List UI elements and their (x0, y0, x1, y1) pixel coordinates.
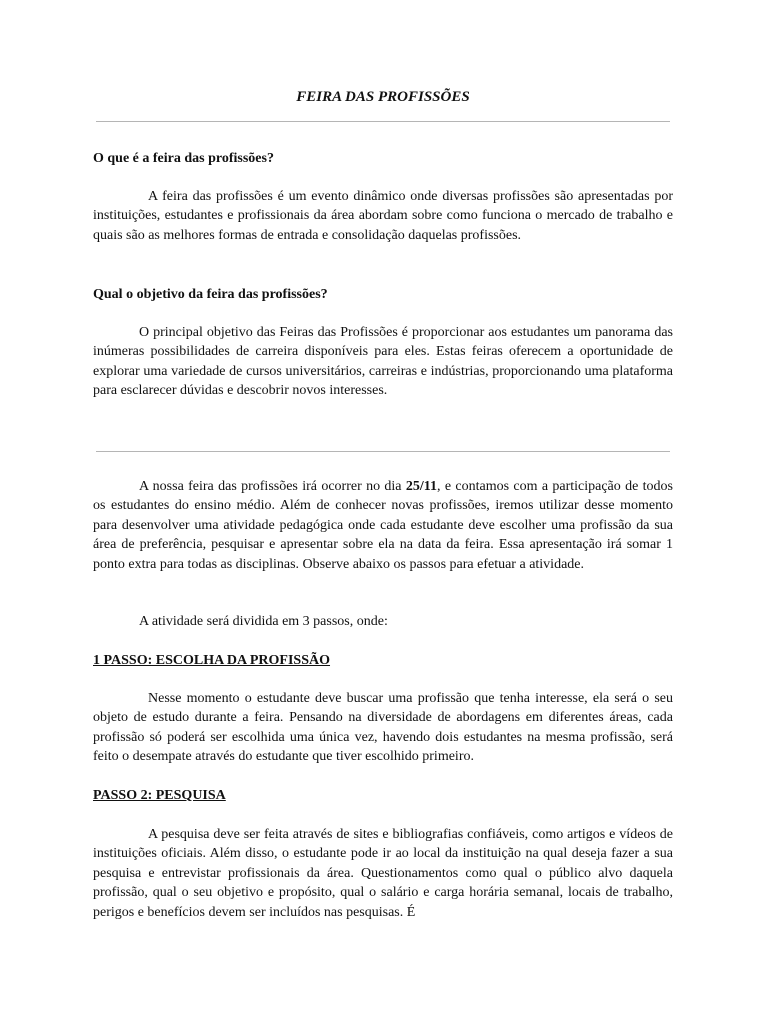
horizontal-divider (96, 451, 670, 452)
event-date: 25/11 (405, 479, 437, 494)
step1-body: Nesse momento o estudante deve buscar uma profissão que tenha interesse, ela será o seu objeto de estudo durante a feira. Pensando na diversidade de abordagens em diferentes áreas, cada profissão só poderá ser escolhida uma única vez, havendo dois estudantes na mesma profissão, será feito o desempate através do estudante que tiver escolhido primeiro. (93, 691, 673, 765)
section-heading-objective: Qual o objetivo da feira das profissões? (93, 287, 328, 302)
step1-heading: 1 PASSO: ESCOLHA DA PROFISSÃO (93, 653, 331, 668)
horizontal-divider (96, 121, 670, 122)
steps-intro: A atividade será dividida em 3 passos, onde: (139, 614, 388, 629)
section-body-what-is: A feira das profissões é um evento dinâmico onde diversas profissões são apresentadas por instituições, estudantes e profissionais da área abordam sobre como funciona o mercado de trabalho e quais são as melhores formas de entrada e consolidação daquelas profissões. (93, 189, 673, 243)
step2-body: A pesquisa deve ser feita através de sites e bibliografias confiáveis, como artigos e vídeos de instituições oficiais. Além disso, o estudante pode ir ao local da instituição na qual deseja fazer a sua pesquisa e entrevistar profissionais da área. Questionamentos como qual o público alvo daquela profissão, qual o seu objetivo e propósito, qual o salário e carga horária semanal, locais de trabalho, perigos e benefícios devem ser incluídos nas pesquisas. É (93, 827, 673, 920)
document-title: FEIRA DAS PROFISSÕES (296, 89, 470, 105)
step2-heading: PASSO 2: PESQUISA (93, 788, 226, 803)
announcement-text-start: A nossa feira das profissões irá ocorrer no dia (139, 479, 406, 494)
announcement-paragraph (93, 477, 673, 574)
section-heading-what-is: O que é a feira das profissões? (93, 151, 274, 166)
announcement-text-end: , e contamos com a participação de todos os estudantes do ensino médio. Além de conhecer novas profissões, iremos utilizar desse momento para desenvolver uma atividade pedagógica onde cada estudante deve escolher uma profissão da sua área de preferência, pesquisar e apresentar sobre ela na data da feira. Essa apresentação irá somar 1 ponto extra para todas as disciplinas. Observe abaixo os passos para efetuar a atividade. (93, 479, 673, 572)
section-body-objective: O principal objetivo das Feiras das Profissões é proporcionar aos estudantes um panorama das inúmeras possibilidades de carreira disponíveis para eles. Estas feiras oferecem a oportunidade de explorar uma variedade de cursos universitários, carreiras e indústrias, proporcionando uma plataforma para esclarecer dúvidas e descobrir novos interesses. (93, 325, 673, 399)
